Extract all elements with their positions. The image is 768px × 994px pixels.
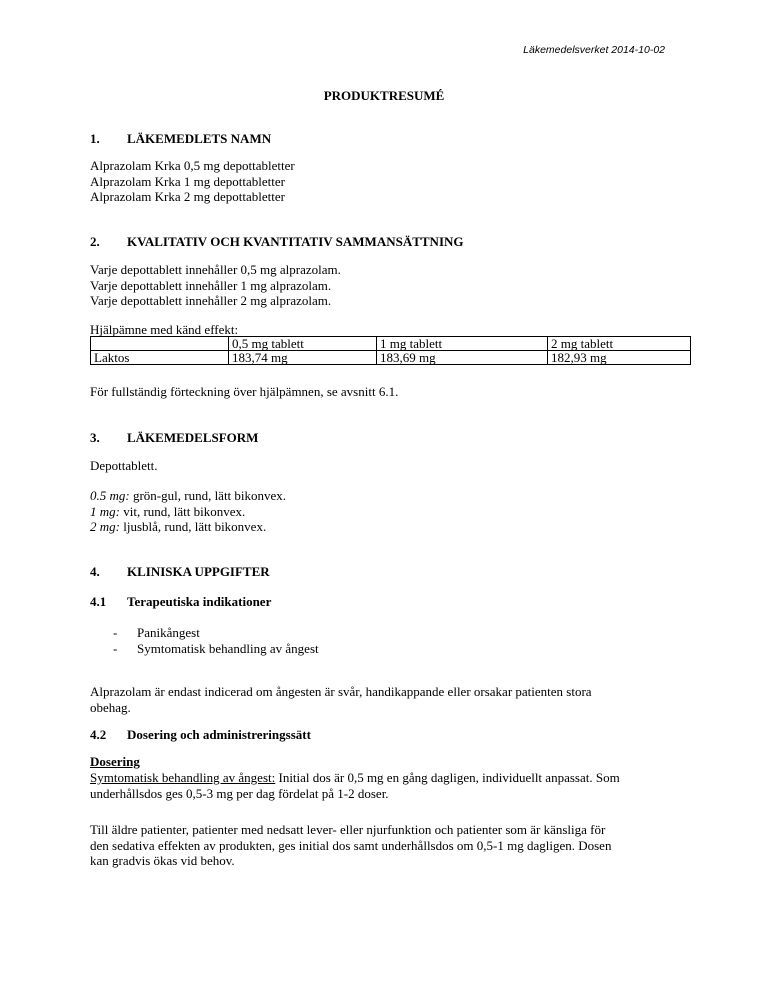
description-text: vit, rund, lätt bikonvex. xyxy=(119,503,246,519)
document-date-header: Läkemedelsverket 2014-10-02 xyxy=(523,44,665,56)
dosage-paragraph xyxy=(90,770,620,801)
excipient-label: Hjälpämne med känd effekt: xyxy=(90,322,239,337)
composition-line: Varje depottablett innehåller 2 mg alprazolam. xyxy=(90,293,332,308)
list-item xyxy=(113,625,319,641)
composition-line: Varje depottablett innehåller 0,5 mg alprazolam. xyxy=(90,262,341,277)
section-3-number: 3. xyxy=(90,430,100,445)
excipient-note: För fullständig förteckning över hjälpämnen, se avsnitt 6.1. xyxy=(90,384,399,399)
list-item xyxy=(113,641,319,657)
table-cell: 182,93 mg xyxy=(548,351,691,365)
section-3-title: LÄKEMEDELSFORM xyxy=(127,430,259,445)
product-name-line: Alprazolam Krka 0,5 mg depottabletter xyxy=(90,158,295,173)
dosering-heading: Dosering xyxy=(90,754,140,769)
strength-label: 2 mg: xyxy=(90,519,120,534)
excipient-table xyxy=(90,336,691,365)
document-title: PRODUKTRESUMÉ xyxy=(323,88,445,103)
tablet-description xyxy=(90,504,286,520)
description-text: grön-gul, rund, lätt bikonvex. xyxy=(129,488,287,503)
composition-line: Varje depottablett innehåller 1 mg alprazolam. xyxy=(90,277,332,293)
section-4-1-title: Terapeutiska indikationer xyxy=(127,594,272,609)
table-header-cell: 2 mg tablett xyxy=(548,337,691,351)
section-2-title: KVALITATIV OCH KVANTITATIV SAMMANSÄTTNING xyxy=(127,234,464,249)
table-header-cell: 1 mg tablett xyxy=(377,337,548,351)
section-4-title: KLINISKA UPPGIFTER xyxy=(127,564,270,579)
table-header-cell: 0,5 mg tablett xyxy=(229,337,377,351)
strength-label: 0.5 mg: xyxy=(90,488,130,503)
tablet-description xyxy=(90,519,286,535)
table-header-cell xyxy=(91,337,229,351)
elderly-dosage-paragraph xyxy=(90,822,611,869)
section-2-number: 2. xyxy=(90,234,100,249)
table-cell: Laktos xyxy=(91,351,229,365)
indication-text xyxy=(90,684,592,715)
table-header-row xyxy=(91,337,691,351)
section-4-2-title: Dosering och administreringssätt xyxy=(127,727,311,742)
text-line: obehag. xyxy=(90,699,131,715)
section-1-title: LÄKEMEDLETS NAMN xyxy=(127,131,272,146)
text-line xyxy=(90,770,620,786)
composition-lines xyxy=(90,262,341,309)
list-item-text: Panikångest xyxy=(137,625,200,640)
table-cell: 183,69 mg xyxy=(377,351,548,365)
tablet-description xyxy=(90,488,286,504)
indication-list xyxy=(113,625,319,656)
product-name-line: Alprazolam Krka 2 mg depottabletter xyxy=(90,189,285,204)
section-4-number: 4. xyxy=(90,564,100,579)
text-line: den sedativa effekten av produkten, ges initial dos samt underhållsdos om 0,5-1 mg dagligen. Dosen xyxy=(90,837,612,853)
text-line: Alprazolam är endast indicerad om ångesten är svår, handikappande eller orsakar patienten stora xyxy=(90,684,592,699)
pharmaceutical-form: Depottablett. xyxy=(90,458,158,473)
table-cell: 183,74 mg xyxy=(229,351,377,365)
strength-label: 1 mg: xyxy=(90,503,120,519)
text-line: underhållsdos ges 0,5-3 mg per dag fördelat på 1-2 doser. xyxy=(90,785,389,801)
product-names xyxy=(90,158,295,205)
dose-text: Initial dos är 0,5 mg en gång dagligen, individuellt anpassat. Som xyxy=(275,770,620,785)
section-4-1-number: 4.1 xyxy=(90,594,107,609)
dose-label: Symtomatisk behandling av ångest: xyxy=(90,770,276,785)
description-text: ljusblå, rund, lätt bikonvex. xyxy=(119,519,267,534)
list-item-text: Symtomatisk behandling av ångest xyxy=(137,640,319,656)
bullet-dash: - xyxy=(113,625,118,640)
bullet-dash: - xyxy=(113,640,118,656)
product-name-line: Alprazolam Krka 1 mg depottabletter xyxy=(90,173,285,189)
section-1-number: 1. xyxy=(90,131,100,146)
tablet-descriptions xyxy=(90,488,286,535)
text-line: Till äldre patienter, patienter med nedsatt lever- eller njurfunktion och patienter som är känsliga för xyxy=(90,822,606,837)
text-line: kan gradvis ökas vid behov. xyxy=(90,853,235,868)
section-4-2-number: 4.2 xyxy=(90,727,107,742)
table-row xyxy=(91,351,691,365)
